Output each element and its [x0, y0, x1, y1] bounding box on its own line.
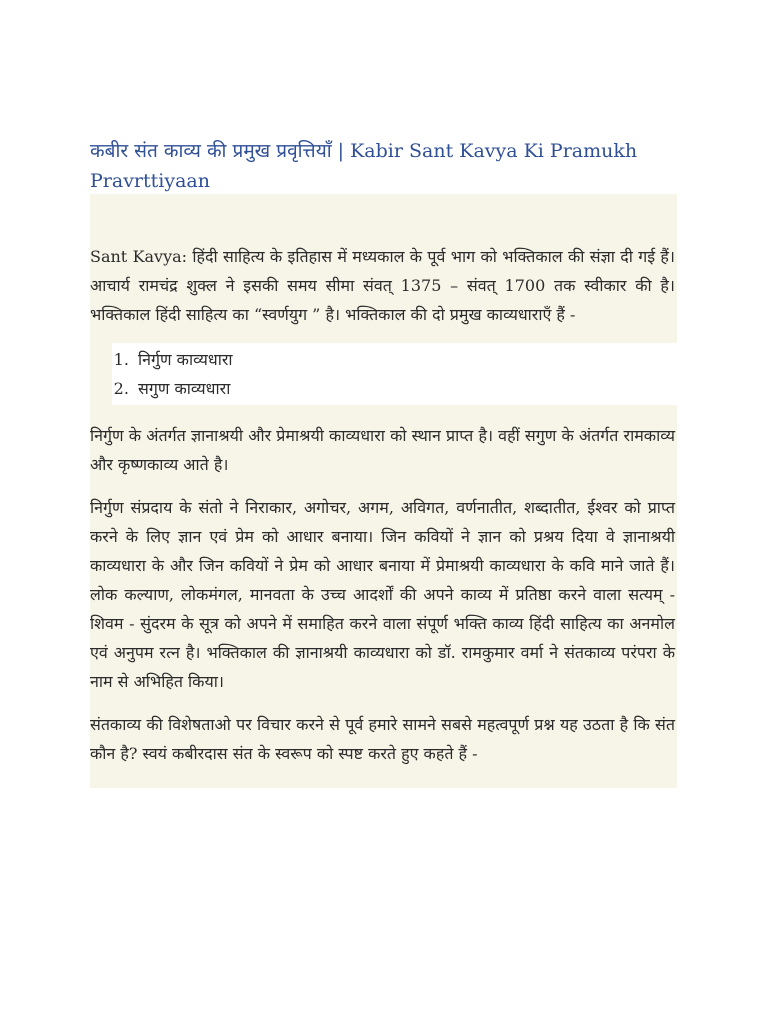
paragraph-nirgun-sagun: निर्गुण के अंतर्गत ज्ञानाश्रयी और प्रेमाश्रयी काव्यधारा को स्थान प्राप्त है। वहीं सगुण के अंतर्गत रामकाव्य और कृष्णकाव्य आते है। — [90, 426, 675, 474]
list-item: 1. निर्गुण काव्यधारा — [134, 345, 677, 374]
kavyadhara-list-wrap — [112, 343, 677, 405]
kavyadhara-list — [112, 345, 677, 403]
article-body — [90, 194, 677, 788]
list-item: 2. सगुण काव्यधारा — [134, 374, 677, 403]
paragraph-sant-kaun: संतकाव्य की विशेषताओ पर विचार करने से पूर्व हमारे सामने सबसे महत्वपूर्ण प्रश्न यह उठता है कि संत कौन है? स्वयं कबीरदास संत के स्वरूप को स्पष्ट करते हुए कहते हैं - — [90, 715, 675, 763]
paragraph-nirgun-sampraday: निर्गुण संप्रदाय के संतो ने निराकार, अगोचर, अगम, अविगत, वर्णनातीत, शब्दातीत, ईश्वर को प्राप्त करने के लिए ज्ञान एवं प्रेम को आधार बनाया। जिन कवियों ने ज्ञान को प्रश्रय दिया वे ज्ञानाश्रयी काव्यधारा के और जिन कवियों ने प्रेम को आधार बनाया में प्रेमाश्रयी काव्यधारा के कवि माने जाते हैं। लोक कल्याण, लोकमंगल, मानवता के उच्च आदर्शों की अपने काव्य में प्रतिष्ठा करने वाला सत्यम् - शिवम - सुंदरम के सूत्र को अपने में समाहित करने वाला संपूर्ण भक्ति काव्य हिंदी साहित्य का अनमोल एवं अनुपम रत्न है। भक्तिकाल की ज्ञानाश्रयी काव्यधारा को डॉ. रामकुमार वर्मा ने संतकाव्य परंपरा के नाम से अभिहित किया। — [90, 498, 675, 691]
intro-paragraph: Sant Kavya: हिंदी साहित्य के इतिहास में मध्यकाल के पूर्व भाग को भक्तिकाल की संज्ञा दी गई हैं। आचार्य रामचंद्र शुक्ल ने इसकी समय सीमा संवत् 1375 – संवत् 1700 तक स्वीकार की है। भक्तिकाल हिंदी साहित्य का “स्वर्णयुग ” है। भक्तिकाल की दो प्रमुख काव्यधाराएँ हैं - — [90, 247, 675, 324]
article-title: कबीर संत काव्य की प्रमुख प्रवृत्तियाँ | Kabir Sant Kavya Ki Pramukh Pravrttiyaan — [90, 140, 638, 192]
